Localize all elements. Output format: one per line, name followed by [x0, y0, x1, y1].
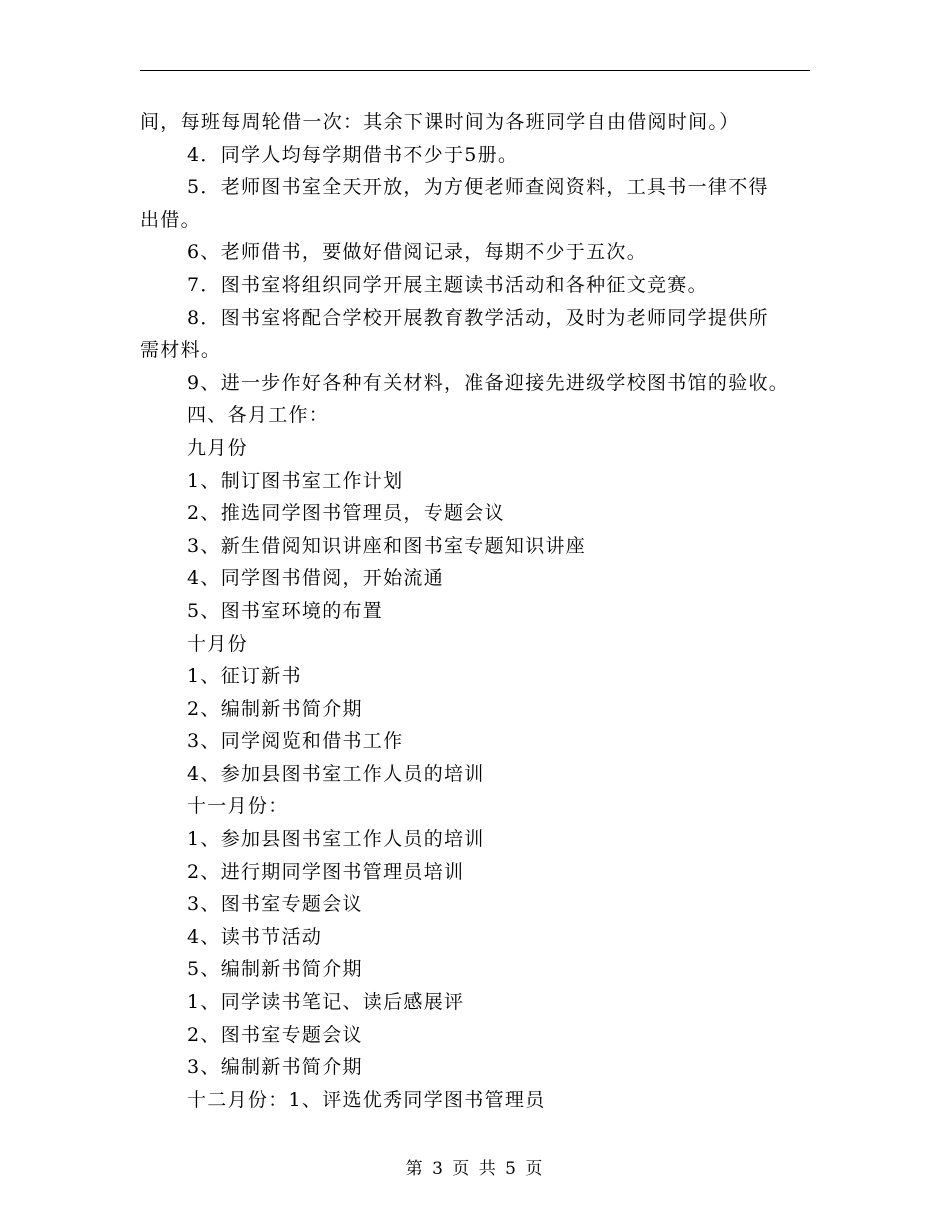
text-line: 3、同学阅览和借书工作: [187, 730, 404, 753]
text-line: 2、推选同学图书管理员，专题会议: [187, 502, 505, 525]
text-line: 6、老师借书，要做好借阅记录，每期不少于五次。: [187, 241, 647, 264]
text-line: 需材料。: [140, 339, 222, 362]
document-body: [140, 106, 820, 1116]
text-line: 4、读书节活动: [187, 925, 323, 948]
text-line: 间，每班每周轮借一次：其余下课时间为各班同学自由借阅时间。）: [140, 111, 740, 133]
text-line: 九月份: [187, 436, 248, 459]
text-line: 1、同学读书笔记、读后感展评: [187, 991, 465, 1014]
text-line: 5、图书室环境的布置: [187, 599, 384, 622]
text-line: 十一月份：: [187, 795, 289, 818]
text-line: 4．同学人均每学期借书不少于5册。: [187, 143, 519, 166]
text-line: 3、图书室专题会议: [187, 893, 363, 916]
text-line: 2、编制新书简介期: [187, 697, 363, 720]
text-line: 十二月份：1、评选优秀同学图书管理员: [187, 1088, 546, 1111]
text-line: 四、各月工作：: [187, 404, 330, 427]
text-line: 4、同学图书借阅，开始流通: [187, 567, 444, 590]
text-line: 3、新生借阅知识讲座和图书室专题知识讲座: [187, 534, 587, 557]
text-line: 2、进行期同学图书管理员培训: [187, 860, 465, 883]
text-line: 4、参加县图书室工作人员的培训: [187, 762, 485, 785]
text-line: 1、参加县图书室工作人员的培训: [187, 828, 485, 851]
text-line: 十月份: [187, 632, 248, 655]
text-line: 3、编制新书简介期: [187, 1056, 363, 1079]
page-number: 第 3 页 共 5 页: [405, 1159, 545, 1179]
text-line: 9、进一步作好各种有关材料，准备迎接先进级学校图书馆的验收。: [187, 371, 790, 394]
text-line: 8．图书室将配合学校开展教育教学活动，及时为老师同学提供所: [187, 306, 769, 329]
text-line: 1、制订图书室工作计划: [187, 469, 404, 492]
text-line: 2、图书室专题会议: [187, 1023, 363, 1046]
text-line: 5．老师图书室全天开放，为方便老师查阅资料，工具书一律不得: [187, 176, 769, 199]
text-line: 7．图书室将组织同学开展主题读书活动和各种征文竞赛。: [187, 273, 708, 296]
header-rule: [140, 70, 810, 71]
text-line: 5、编制新书简介期: [187, 958, 363, 981]
text-line: 1、征订新书: [187, 665, 302, 688]
text-line: 出借。: [140, 208, 201, 231]
